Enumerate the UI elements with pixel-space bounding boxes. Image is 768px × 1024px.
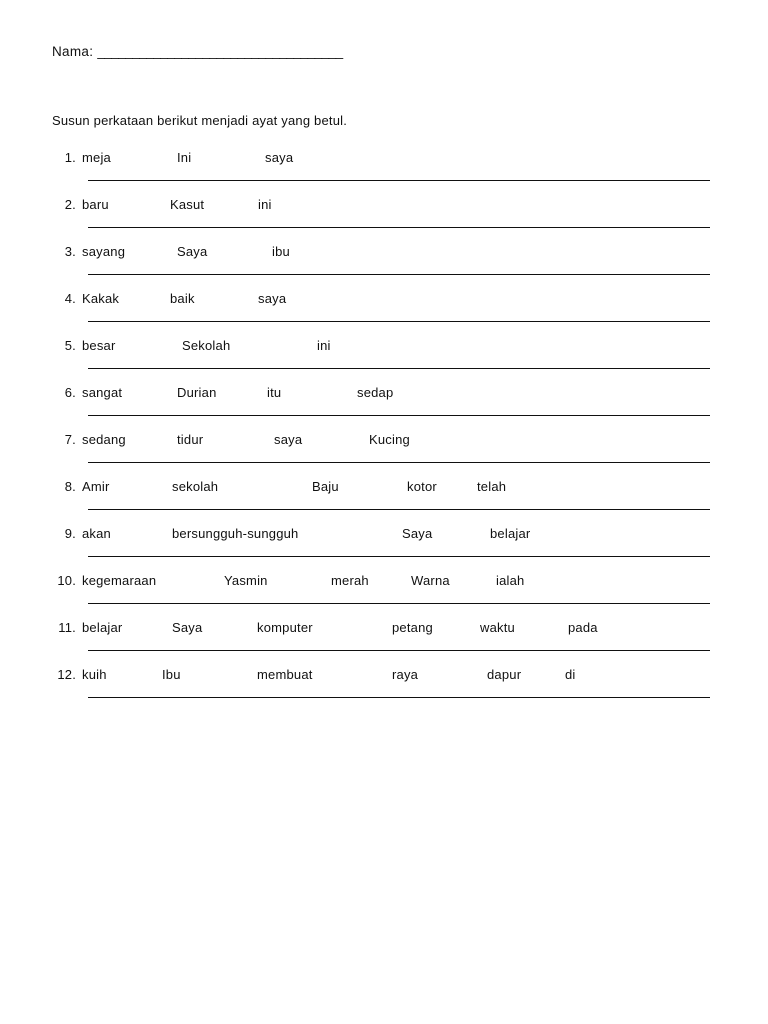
word: saya <box>274 432 303 447</box>
question-words <box>82 526 716 541</box>
question-item-3 <box>52 244 716 275</box>
word: dapur <box>487 667 522 682</box>
word: ini <box>317 338 331 353</box>
word: ibu <box>272 244 290 259</box>
question-item-1 <box>52 150 716 181</box>
word: Saya <box>172 620 203 635</box>
question-words <box>82 479 716 494</box>
word: ini <box>258 197 272 212</box>
word: merah <box>331 573 369 588</box>
question-number: 8. <box>64 479 76 494</box>
word: sekolah <box>172 479 219 494</box>
word: Saya <box>402 526 433 541</box>
word: itu <box>267 385 282 400</box>
word: Sekolah <box>182 338 231 353</box>
word: sedang <box>82 432 126 447</box>
instruction-text: Susun perkataan berikut menjadi ayat yang betul. <box>52 113 348 128</box>
word: meja <box>82 150 111 165</box>
question-words <box>82 385 716 400</box>
answer-line[interactable] <box>88 415 710 416</box>
question-number: 11. <box>58 620 76 635</box>
question-words <box>82 244 716 259</box>
word: sedap <box>357 385 394 400</box>
question-number: 6. <box>64 385 76 400</box>
word: raya <box>392 667 419 682</box>
question-item-8 <box>52 479 716 510</box>
question-list <box>52 150 716 698</box>
question-number: 5. <box>64 338 76 353</box>
word: waktu <box>480 620 515 635</box>
word: kegemaraan <box>82 573 157 588</box>
question-item-2 <box>52 197 716 228</box>
answer-line[interactable] <box>88 227 710 228</box>
word: Baju <box>312 479 339 494</box>
word: belajar <box>82 620 123 635</box>
question-words <box>82 291 716 306</box>
word: bersungguh-sungguh <box>172 526 299 541</box>
word: besar <box>82 338 116 353</box>
question-item-5 <box>52 338 716 369</box>
answer-line[interactable] <box>88 180 710 181</box>
word: komputer <box>257 620 313 635</box>
word: Ini <box>177 150 192 165</box>
word: Kasut <box>170 197 205 212</box>
word: ialah <box>496 573 525 588</box>
word: petang <box>392 620 433 635</box>
word: sangat <box>82 385 123 400</box>
word: baik <box>170 291 195 306</box>
answer-line[interactable] <box>88 321 710 322</box>
word: membuat <box>257 667 313 682</box>
answer-line[interactable] <box>88 274 710 275</box>
word: sayang <box>82 244 126 259</box>
word: tidur <box>177 432 204 447</box>
question-item-9 <box>52 526 716 557</box>
question-words <box>82 432 716 447</box>
answer-line[interactable] <box>88 697 710 698</box>
word: Saya <box>177 244 208 259</box>
name-blank-line[interactable]: ___________________________________ <box>97 44 343 59</box>
name-label: Nama: <box>52 44 94 59</box>
question-number: 1. <box>64 150 76 165</box>
question-number: 7. <box>64 432 76 447</box>
word: Kucing <box>369 432 410 447</box>
word: belajar <box>490 526 531 541</box>
answer-line[interactable] <box>88 603 710 604</box>
word: saya <box>258 291 287 306</box>
word: Durian <box>177 385 217 400</box>
answer-line[interactable] <box>88 462 710 463</box>
word: saya <box>265 150 294 165</box>
word: akan <box>82 526 111 541</box>
word: Kakak <box>82 291 120 306</box>
word: Yasmin <box>224 573 268 588</box>
word: kuih <box>82 667 107 682</box>
question-item-6 <box>52 385 716 416</box>
question-item-10 <box>52 573 716 604</box>
question-number: 10. <box>57 573 76 588</box>
word: telah <box>477 479 507 494</box>
question-number: 9. <box>64 526 76 541</box>
question-words <box>82 573 716 588</box>
answer-line[interactable] <box>88 556 710 557</box>
answer-line[interactable] <box>88 368 710 369</box>
name-row <box>52 44 716 59</box>
word: Ibu <box>162 667 181 682</box>
question-number: 12. <box>57 667 76 682</box>
question-words <box>82 197 716 212</box>
question-words <box>82 150 716 165</box>
word: Amir <box>82 479 110 494</box>
answer-line[interactable] <box>88 509 710 510</box>
word: di <box>565 667 576 682</box>
question-words <box>82 667 716 682</box>
word: baru <box>82 197 109 212</box>
word: kotor <box>407 479 437 494</box>
question-item-4 <box>52 291 716 322</box>
word: Warna <box>411 573 450 588</box>
question-number: 4. <box>64 291 76 306</box>
answer-line[interactable] <box>88 650 710 651</box>
question-item-12 <box>52 667 716 698</box>
question-words <box>82 620 716 635</box>
question-number: 2. <box>64 197 76 212</box>
question-words <box>82 338 716 353</box>
question-item-7 <box>52 432 716 463</box>
word: pada <box>568 620 598 635</box>
question-item-11 <box>52 620 716 651</box>
question-number: 3. <box>64 244 76 259</box>
